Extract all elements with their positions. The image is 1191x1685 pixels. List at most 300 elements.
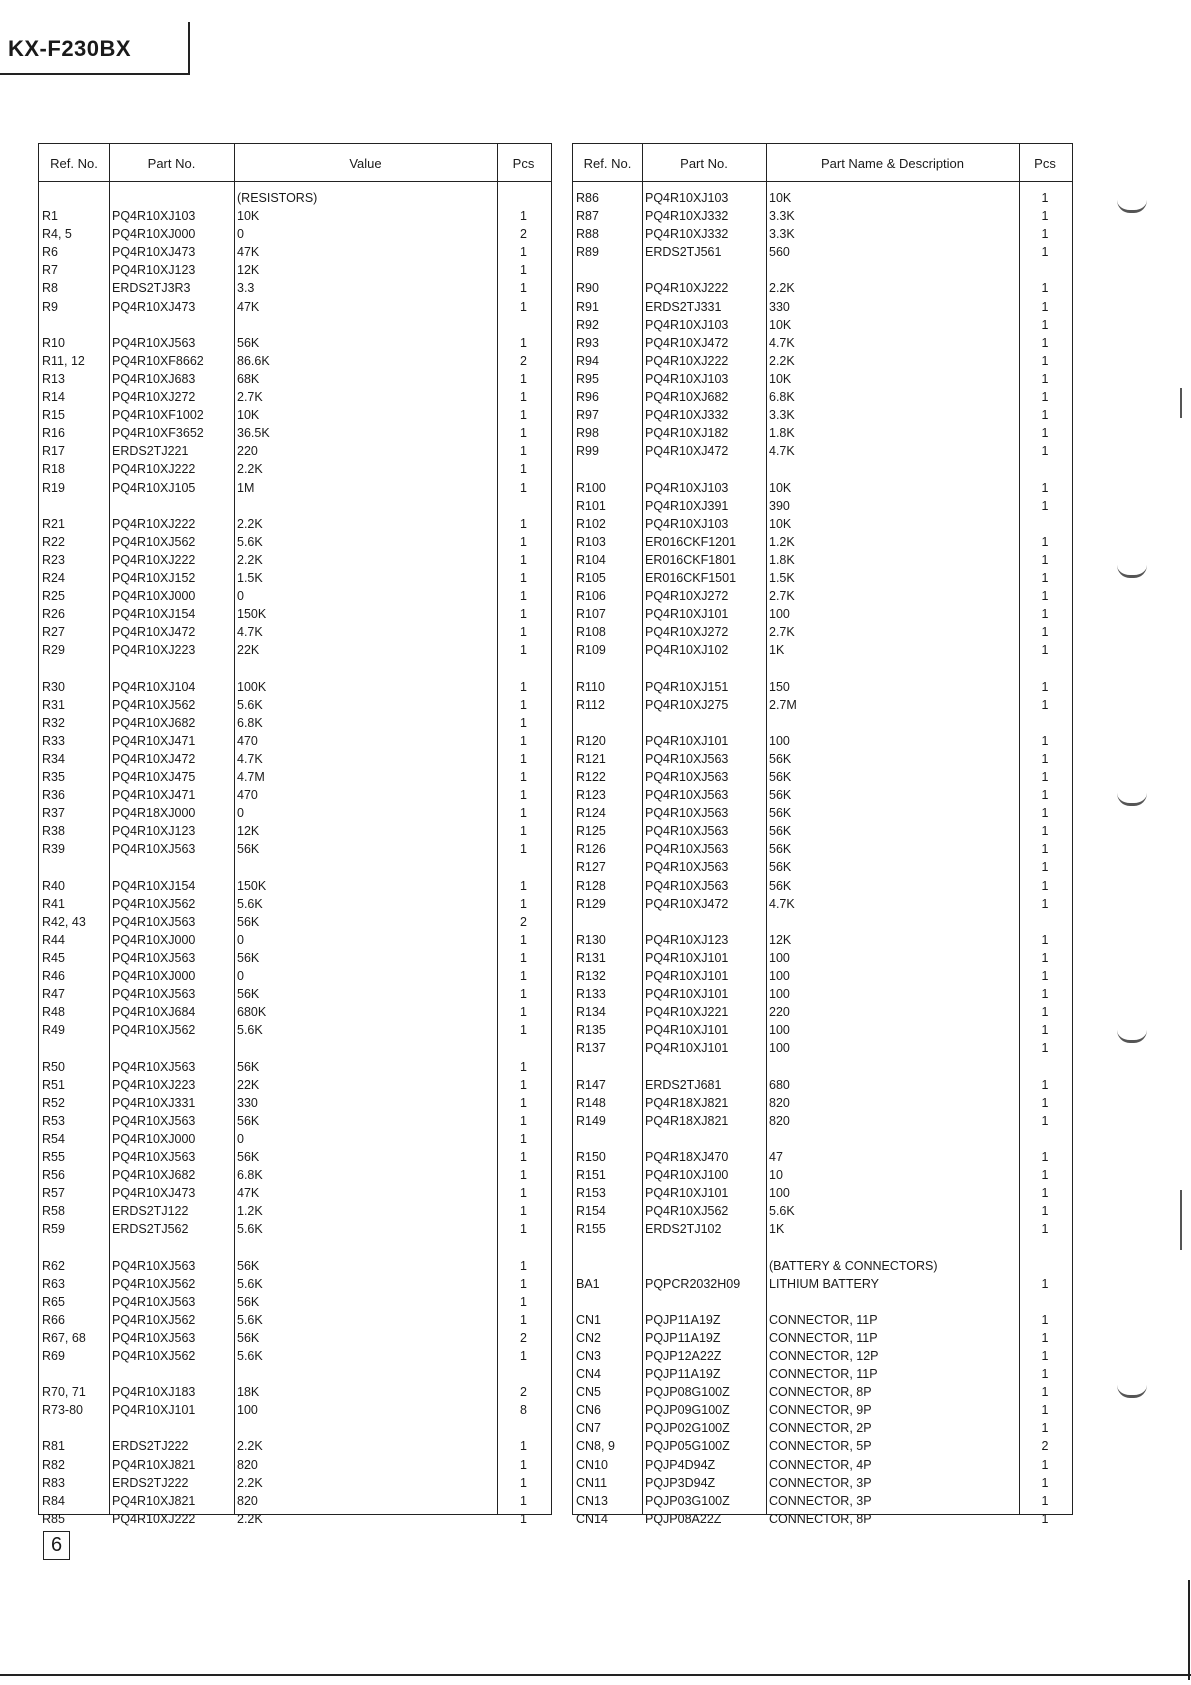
cell-part-no: PQ4R10XJ123 xyxy=(112,263,196,278)
cell-ref-no: R123 xyxy=(576,788,606,803)
cell-part-no: PQ4R10XJ684 xyxy=(112,1005,196,1020)
cell-part-no: PQ4R18XJ821 xyxy=(645,1113,729,1128)
table-row xyxy=(573,569,1072,587)
cell-ref-no: R32 xyxy=(42,715,65,730)
cell-value: 3.3 xyxy=(237,281,255,296)
cell-description: 6.8K xyxy=(769,390,795,405)
cell-ref-no: R130 xyxy=(576,932,606,947)
cell-part-no: ERDS2TJ222 xyxy=(112,1439,189,1454)
cell-ref-no: R40 xyxy=(42,878,65,893)
table-row xyxy=(39,1184,551,1202)
cell-pcs: 1 xyxy=(1041,860,1049,875)
cell-pcs: 1 xyxy=(1041,1385,1049,1400)
cell-pcs: 1 xyxy=(520,1258,527,1273)
cell-part-no: ERDS2TJ331 xyxy=(645,299,722,314)
cell-part-no: PQ4R10XJ222 xyxy=(645,353,729,368)
table-row xyxy=(573,1474,1072,1492)
cell-part-no: PQ4R10XJ272 xyxy=(645,589,729,604)
table-row xyxy=(39,189,551,207)
cell-ref-no: R42, 43 xyxy=(42,914,86,929)
cell-pcs: 1 xyxy=(520,245,527,260)
table-row xyxy=(39,1492,551,1510)
cell-pcs: 1 xyxy=(520,335,527,350)
cell-part-no: PQ4R10XJ563 xyxy=(112,1294,196,1309)
cell-pcs: 1 xyxy=(1041,1511,1049,1526)
cell-description: 10K xyxy=(769,480,792,495)
cell-ref-no: CN13 xyxy=(576,1493,608,1508)
cell-ref-no: R93 xyxy=(576,335,599,350)
cell-value: 1M xyxy=(237,480,255,495)
cell-part-no: PQ4R10XJ682 xyxy=(112,1168,196,1183)
cell-pcs: 1 xyxy=(1041,878,1049,893)
cell-pcs: 1 xyxy=(520,697,527,712)
cell-value: 5.6K xyxy=(237,896,263,911)
cell-ref-no: R27 xyxy=(42,625,65,640)
table-row xyxy=(573,1419,1072,1437)
cell-part-no: PQJP08G100Z xyxy=(645,1385,730,1400)
cell-pcs: 1 xyxy=(520,589,527,604)
cell-description: 5.6K xyxy=(769,1204,795,1219)
cell-value: 6.8K xyxy=(237,715,263,730)
cell-ref-no: R94 xyxy=(576,353,599,368)
cell-value: 12K xyxy=(237,824,260,839)
cell-part-no: PQJP4D94Z xyxy=(645,1457,716,1472)
table-row xyxy=(39,804,551,822)
cell-part-no: PQ4R10XJ101 xyxy=(645,950,729,965)
table-row xyxy=(573,388,1072,406)
cell-description: (BATTERY & CONNECTORS) xyxy=(769,1258,938,1273)
cell-ref-no: R101 xyxy=(576,498,606,513)
table-row xyxy=(573,1329,1072,1347)
cell-value: 0 xyxy=(237,1131,244,1146)
table-row xyxy=(573,1365,1072,1383)
cell-description: 56K xyxy=(769,824,792,839)
table-row xyxy=(573,1076,1072,1094)
table-row xyxy=(573,1202,1072,1220)
header-ref-no: Ref. No. xyxy=(50,156,98,171)
cell-description: 2.2K xyxy=(769,281,795,296)
cell-part-no: PQ4R10XJ682 xyxy=(112,715,196,730)
cell-description: 10 xyxy=(769,1168,783,1183)
cell-value: 150K xyxy=(237,878,267,893)
table-row xyxy=(573,424,1072,442)
cell-part-no: PQJP11A19Z xyxy=(645,1367,721,1382)
table-row xyxy=(573,207,1072,225)
cell-pcs: 1 xyxy=(1041,1113,1049,1128)
cell-value: 12K xyxy=(237,263,260,278)
model-number: KX-F230BX xyxy=(8,36,132,61)
cell-part-no: PQJP09G100Z xyxy=(645,1403,730,1418)
cell-ref-no: R133 xyxy=(576,987,606,1002)
cell-pcs: 1 xyxy=(1041,969,1049,984)
table-row xyxy=(39,497,551,515)
cell-ref-no: R70, 71 xyxy=(42,1385,86,1400)
table-row xyxy=(39,967,551,985)
cell-ref-no: R148 xyxy=(576,1095,606,1110)
cell-pcs: 1 xyxy=(1041,1186,1049,1201)
cell-value: 10K xyxy=(237,408,260,423)
binder-hole-mark xyxy=(1117,793,1147,806)
table-row xyxy=(39,370,551,388)
cell-description: 3.3K xyxy=(769,209,795,224)
cell-part-no: PQJP08A22Z xyxy=(645,1511,722,1526)
cell-pcs: 1 xyxy=(520,570,527,585)
cell-value: 2.2K xyxy=(237,552,263,567)
cell-part-no: PQ4R10XJ223 xyxy=(112,643,196,658)
cell-pcs: 2 xyxy=(520,914,527,929)
binder-hole-mark xyxy=(1117,200,1147,213)
cell-pcs: 1 xyxy=(1041,1005,1049,1020)
cell-value: 2.2K xyxy=(237,462,263,477)
table-row xyxy=(573,1257,1072,1275)
parts-table-right xyxy=(572,143,1073,1526)
margin-mark xyxy=(1180,388,1182,418)
cell-part-no: PQ4R10XJ563 xyxy=(645,878,729,893)
table-row xyxy=(39,985,551,1003)
cell-part-no: PQ4R10XJ471 xyxy=(112,788,196,803)
cell-part-no: ERDS2TJ562 xyxy=(112,1222,189,1237)
cell-pcs: 1 xyxy=(1041,1222,1049,1237)
cell-part-no: PQ4R10XJ821 xyxy=(112,1457,196,1472)
table-row xyxy=(573,442,1072,460)
cell-part-no: PQ4R10XJ101 xyxy=(645,607,729,622)
cell-pcs: 1 xyxy=(1041,697,1049,712)
cell-pcs: 1 xyxy=(1041,1421,1049,1436)
cell-part-no: PQ4R10XJ154 xyxy=(112,878,196,893)
cell-pcs: 1 xyxy=(520,1457,527,1472)
cell-ref-no: R124 xyxy=(576,806,606,821)
cell-value: 4.7M xyxy=(237,770,265,784)
cell-description: CONNECTOR, 11P xyxy=(769,1330,878,1345)
cell-value: 47K xyxy=(237,299,260,314)
cell-description: 220 xyxy=(769,1005,790,1020)
table-row xyxy=(573,261,1072,279)
table-row xyxy=(573,678,1072,696)
cell-ref-no: R23 xyxy=(42,552,65,567)
cell-value: 56K xyxy=(237,1258,260,1273)
cell-value: 56K xyxy=(237,1059,260,1074)
parts-table-left xyxy=(38,143,552,1526)
cell-ref-no: R6 xyxy=(42,245,58,260)
table-row xyxy=(39,786,551,804)
cell-pcs: 1 xyxy=(1041,1276,1049,1291)
header-divider xyxy=(188,22,190,74)
table-row xyxy=(573,696,1072,714)
cell-value: 56K xyxy=(237,1113,260,1128)
table-row xyxy=(39,225,551,243)
table-row xyxy=(573,189,1072,207)
table-row xyxy=(573,370,1072,388)
cell-ref-no: R151 xyxy=(576,1168,606,1183)
cell-description: 56K xyxy=(769,806,792,821)
table-row xyxy=(573,1293,1072,1311)
table-row xyxy=(573,1094,1072,1112)
cell-description: 560 xyxy=(769,245,790,260)
cell-ref-no: R120 xyxy=(576,733,606,748)
cell-pcs: 1 xyxy=(520,625,527,640)
cell-part-no: PQ4R10XJ563 xyxy=(112,842,196,857)
cell-description: 3.3K xyxy=(769,227,795,242)
cell-ref-no: R62 xyxy=(42,1258,65,1273)
cell-value: 330 xyxy=(237,1095,258,1110)
cell-ref-no: R25 xyxy=(42,589,65,604)
cell-part-no: PQ4R10XJ563 xyxy=(112,1113,196,1128)
cell-ref-no: CN8, 9 xyxy=(576,1439,615,1454)
cell-value: 1.2K xyxy=(237,1204,263,1219)
cell-pcs: 1 xyxy=(520,1204,527,1219)
cell-pcs: 1 xyxy=(520,950,527,965)
cell-value: 2.2K xyxy=(237,1511,263,1526)
cell-description: 100 xyxy=(769,969,790,984)
cell-ref-no: R30 xyxy=(42,679,65,694)
cell-ref-no: R58 xyxy=(42,1204,65,1219)
cell-value: 56K xyxy=(237,950,260,965)
cell-value: 56K xyxy=(237,1294,260,1309)
cell-ref-no: R66 xyxy=(42,1312,65,1327)
cell-value: 4.7K xyxy=(237,751,263,766)
cell-part-no: PQ4R10XJ682 xyxy=(645,390,729,405)
cell-pcs: 1 xyxy=(1041,950,1049,965)
table-row xyxy=(573,1130,1072,1148)
cell-description: 100 xyxy=(769,1041,790,1056)
cell-pcs: 1 xyxy=(1041,1312,1049,1327)
cell-value: 680K xyxy=(237,1005,267,1020)
cell-ref-no: R31 xyxy=(42,697,65,712)
table-row xyxy=(573,786,1072,804)
cell-ref-no: R106 xyxy=(576,589,606,604)
cell-description: CONNECTOR, 5P xyxy=(769,1439,872,1454)
cell-ref-no: R26 xyxy=(42,607,65,622)
cell-ref-no: R8 xyxy=(42,281,58,296)
cell-part-no: PQ4R10XJ000 xyxy=(112,932,196,947)
cell-description: 56K xyxy=(769,860,792,875)
cell-pcs: 1 xyxy=(1041,191,1049,205)
cell-part-no: PQ4R10XJ000 xyxy=(112,227,196,242)
table-row xyxy=(573,840,1072,858)
cell-pcs: 1 xyxy=(520,896,527,911)
cell-pcs: 1 xyxy=(520,552,527,567)
cell-value: 22K xyxy=(237,643,260,658)
table-row xyxy=(39,931,551,949)
cell-pcs: 1 xyxy=(520,1149,527,1164)
cell-ref-no: R102 xyxy=(576,516,606,531)
cell-part-no: PQ4R10XJ562 xyxy=(112,1349,196,1363)
cell-ref-no: R73-80 xyxy=(42,1403,83,1418)
cell-value: 1.5K xyxy=(237,570,263,585)
cell-ref-no: R24 xyxy=(42,570,65,585)
cell-description: CONNECTOR, 8P xyxy=(769,1511,872,1526)
cell-part-no: PQ4R10XJ100 xyxy=(645,1168,729,1183)
header-divider-line xyxy=(39,181,551,182)
cell-part-no: PQ4R10XJ562 xyxy=(112,534,196,549)
cell-pcs: 1 xyxy=(1041,227,1049,242)
table-row xyxy=(39,207,551,225)
page-edge xyxy=(0,1674,1191,1676)
cell-ref-no: R44 xyxy=(42,932,65,947)
table-row xyxy=(39,551,551,569)
cell-pcs: 2 xyxy=(520,1385,527,1400)
cell-pcs: 1 xyxy=(520,824,527,839)
cell-pcs: 2 xyxy=(520,353,527,368)
cell-value: 5.6K xyxy=(237,1349,263,1363)
cell-pcs: 1 xyxy=(1041,1023,1049,1038)
cell-pcs: 1 xyxy=(1041,751,1049,766)
cell-pcs: 1 xyxy=(1041,209,1049,224)
cell-ref-no: R154 xyxy=(576,1204,606,1219)
cell-part-no: PQ4R10XJ563 xyxy=(645,860,729,875)
table-row xyxy=(573,913,1072,931)
cell-ref-no: R13 xyxy=(42,371,65,386)
table-row xyxy=(573,804,1072,822)
table-row xyxy=(39,1202,551,1220)
cell-part-no: PQ4R10XJ562 xyxy=(112,1276,196,1291)
cell-pcs: 1 xyxy=(520,1168,527,1183)
cell-ref-no: R52 xyxy=(42,1095,65,1110)
table-row xyxy=(573,750,1072,768)
cell-ref-no: CN4 xyxy=(576,1367,602,1382)
cell-pcs: 1 xyxy=(1041,426,1049,441)
cell-description: CONNECTOR, 12P xyxy=(769,1349,879,1363)
cell-ref-no: R16 xyxy=(42,426,65,441)
cell-ref-no: R104 xyxy=(576,552,606,567)
cell-ref-no: R153 xyxy=(576,1186,606,1201)
cell-ref-no: R134 xyxy=(576,1005,606,1020)
cell-pcs: 1 xyxy=(1041,788,1049,803)
cell-ref-no: R47 xyxy=(42,987,65,1002)
cell-pcs: 1 xyxy=(1041,607,1049,622)
table-row xyxy=(39,460,551,478)
cell-pcs: 1 xyxy=(1041,1168,1049,1183)
cell-part-no: PQ4R10XJ123 xyxy=(645,932,729,947)
cell-value: 220 xyxy=(237,444,258,459)
cell-ref-no: R147 xyxy=(576,1077,606,1092)
cell-pcs: 1 xyxy=(520,1186,527,1201)
cell-ref-no: R121 xyxy=(576,751,606,766)
cell-part-no: PQ4R10XJ562 xyxy=(112,697,196,712)
cell-description: 56K xyxy=(769,842,792,857)
cell-value: 56K xyxy=(237,987,260,1002)
cell-ref-no: CN7 xyxy=(576,1421,602,1436)
cell-value: 5.6K xyxy=(237,1023,263,1038)
cell-description: 10K xyxy=(769,191,792,205)
table-row xyxy=(573,895,1072,913)
cell-description: CONNECTOR, 11P xyxy=(769,1367,878,1382)
cell-description: CONNECTOR, 9P xyxy=(769,1403,872,1418)
cell-ref-no: R132 xyxy=(576,969,606,984)
table-row xyxy=(573,732,1072,750)
table-row xyxy=(39,533,551,551)
cell-ref-no: R46 xyxy=(42,969,65,984)
right-table-body xyxy=(573,189,1072,1528)
cell-part-no: PQ4R10XJ562 xyxy=(112,1312,196,1327)
cell-ref-no: CN14 xyxy=(576,1511,608,1526)
cell-pcs: 1 xyxy=(1041,1457,1049,1472)
header-ref-no: Ref. No. xyxy=(583,156,632,171)
cell-value: 18K xyxy=(237,1385,260,1400)
table-row xyxy=(39,1021,551,1039)
cell-part-no: PQ4R10XJ683 xyxy=(112,371,196,386)
cell-ref-no: R95 xyxy=(576,371,599,386)
cell-ref-no: R92 xyxy=(576,317,599,332)
cell-description: 47 xyxy=(769,1149,783,1164)
cell-pcs: 1 xyxy=(520,480,527,495)
cell-part-no: PQ4R10XJ332 xyxy=(645,227,729,242)
table-row xyxy=(39,1347,551,1365)
table-row xyxy=(39,641,551,659)
cell-ref-no: R17 xyxy=(42,444,65,459)
cell-part-no: PQ4R10XJ151 xyxy=(645,679,729,694)
cell-ref-no: CN1 xyxy=(576,1312,602,1327)
cell-pcs: 1 xyxy=(1041,896,1049,911)
cell-ref-no: R129 xyxy=(576,896,606,911)
cell-part-no: ERDS2TJ681 xyxy=(645,1077,722,1092)
cell-pcs: 1 xyxy=(520,987,527,1002)
cell-pcs: 1 xyxy=(520,607,527,622)
cell-description: 680 xyxy=(769,1077,790,1092)
cell-part-no: PQ4R10XJ563 xyxy=(112,1149,196,1164)
cell-part-no: PQ4R10XJ103 xyxy=(645,480,729,495)
cell-description: 1.2K xyxy=(769,534,795,549)
table-row xyxy=(39,1148,551,1166)
cell-ref-no: R128 xyxy=(576,878,606,893)
table-row xyxy=(573,1166,1072,1184)
cell-ref-no: R100 xyxy=(576,480,606,495)
table-row xyxy=(39,479,551,497)
cell-part-no: PQ4R10XJ563 xyxy=(112,1330,196,1345)
cell-part-no: PQ4R10XJ563 xyxy=(645,788,729,803)
cell-pcs: 1 xyxy=(520,516,527,531)
cell-pcs: 1 xyxy=(1041,335,1049,350)
table-row xyxy=(573,298,1072,316)
cell-value: 5.6K xyxy=(237,534,263,549)
cell-pcs: 1 xyxy=(1041,1095,1049,1110)
cell-description: 3.3K xyxy=(769,408,795,423)
cell-value: 0 xyxy=(237,589,244,604)
table-row xyxy=(39,949,551,967)
cell-description: CONNECTOR, 3P xyxy=(769,1475,872,1490)
cell-pcs: 1 xyxy=(1041,371,1049,386)
cell-part-no: PQ4R10XJ103 xyxy=(645,191,729,205)
table-row xyxy=(39,1275,551,1293)
cell-description: 4.7K xyxy=(769,444,795,459)
cell-part-no: PQ4R10XJ391 xyxy=(645,498,729,513)
cell-ref-no: R53 xyxy=(42,1113,65,1128)
cell-pcs: 1 xyxy=(520,462,527,477)
cell-value: 0 xyxy=(237,806,244,821)
cell-description: CONNECTOR, 8P xyxy=(769,1385,872,1400)
cell-part-no: PQ4R10XJ222 xyxy=(112,1511,196,1526)
cell-pcs: 1 xyxy=(520,932,527,947)
cell-pcs: 1 xyxy=(1041,1204,1049,1219)
cell-pcs: 1 xyxy=(1041,643,1049,658)
cell-pcs: 1 xyxy=(1041,299,1049,314)
cell-ref-no: R22 xyxy=(42,534,65,549)
cell-description: 100 xyxy=(769,733,790,748)
cell-pcs: 1 xyxy=(1041,625,1049,640)
table-row xyxy=(573,1456,1072,1474)
cell-pcs: 1 xyxy=(520,281,527,296)
cell-ref-no: R19 xyxy=(42,480,65,495)
cell-description: CONNECTOR, 4P xyxy=(769,1457,872,1472)
cell-ref-no: R18 xyxy=(42,462,65,477)
cell-ref-no: R55 xyxy=(42,1149,65,1164)
table-row xyxy=(573,623,1072,641)
table-row xyxy=(39,1311,551,1329)
cell-ref-no: R15 xyxy=(42,408,65,423)
cell-part-no: PQ4R10XJ101 xyxy=(645,987,729,1002)
cell-part-no: PQJP11A19Z xyxy=(645,1330,721,1345)
cell-ref-no: R125 xyxy=(576,824,606,839)
